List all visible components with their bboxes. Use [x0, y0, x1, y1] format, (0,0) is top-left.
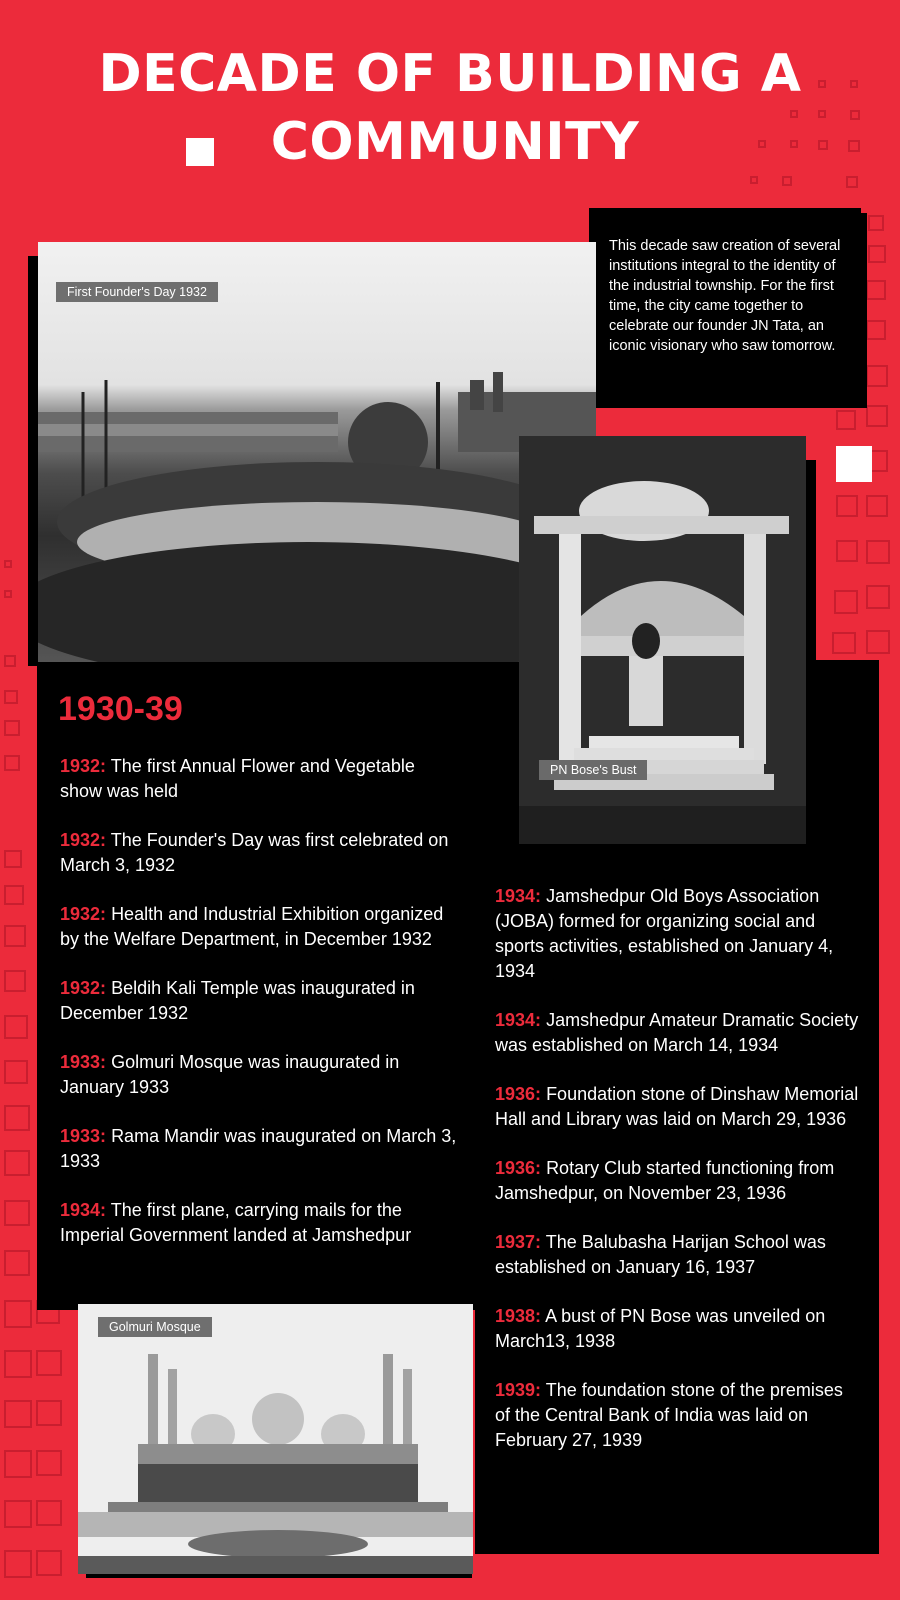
caption-pn-bose-bust: PN Bose's Bust — [539, 760, 647, 780]
photo-golmuri-mosque — [78, 1304, 473, 1574]
entry-year: 1933: — [60, 1052, 107, 1072]
entry-year: 1933: — [60, 1126, 107, 1146]
entry-text: A bust of PN Bose was unveiled on March13, 1938 — [495, 1306, 826, 1351]
timeline-entry — [60, 828, 460, 878]
entry-text: The Balubasha Harijan School was established on January 16, 1937 — [495, 1232, 826, 1277]
photo-pn-bose-bust — [519, 436, 806, 844]
entry-text: Rotary Club started functioning from Jamshedpur, on November 23, 1936 — [495, 1158, 835, 1203]
decorative-white-square — [186, 138, 214, 166]
timeline-entry — [495, 1082, 860, 1132]
entry-year: 1939: — [495, 1380, 542, 1400]
entry-year: 1936: — [495, 1084, 542, 1104]
caption-golmuri-mosque: Golmuri Mosque — [98, 1317, 212, 1337]
intro-text: This decade saw creation of several institutions integral to the identity of the industrial township. For the first time, the city came together to celebrate our founder JN Tata, an iconic visionary who saw tomorrow. — [609, 238, 841, 354]
entry-year: 1932: — [60, 978, 107, 998]
timeline-entry — [495, 1156, 860, 1206]
timeline-entry — [60, 1050, 460, 1100]
photo-golmuri-image — [78, 1304, 473, 1574]
timeline-entry — [495, 1008, 860, 1058]
timeline-entry — [60, 902, 460, 952]
timeline-entry — [495, 1304, 860, 1354]
entry-year: 1937: — [495, 1232, 542, 1252]
entry-text: The first Annual Flower and Vegetable show was held — [60, 756, 415, 801]
entry-year: 1934: — [60, 1200, 107, 1220]
timeline-entry — [495, 1230, 860, 1280]
page-title — [0, 40, 900, 176]
caption-founders-day: First Founder's Day 1932 — [56, 282, 218, 302]
entry-text: Jamshedpur Amateur Dramatic Society was established on March 14, 1934 — [495, 1010, 859, 1055]
entry-text: Beldih Kali Temple was inaugurated in December 1932 — [60, 978, 415, 1023]
entry-year: 1934: — [495, 1010, 542, 1030]
entry-text: Foundation stone of Dinshaw Memorial Hall and Library was laid on March 29, 1936 — [495, 1084, 859, 1129]
timeline-entry — [60, 1198, 460, 1248]
entry-year: 1936: — [495, 1158, 542, 1178]
timeline-entry — [60, 976, 460, 1026]
entry-year: 1934: — [495, 886, 542, 906]
entry-year: 1932: — [60, 830, 107, 850]
entry-text: The first plane, carrying mails for the Imperial Government landed at Jamshedpur — [60, 1200, 412, 1245]
photo-founders-day-image — [38, 242, 596, 662]
entry-text: The foundation stone of the premises of the Central Bank of India was laid on February 27, 1939 — [495, 1380, 843, 1450]
decade-heading: 1930-39 — [58, 690, 183, 728]
intro-box — [589, 208, 861, 408]
timeline-entry — [495, 1378, 860, 1453]
timeline-entry — [495, 884, 860, 984]
timeline-right — [495, 884, 860, 1477]
entry-year: 1938: — [495, 1306, 542, 1326]
timeline-left — [60, 754, 460, 1272]
entry-text: Golmuri Mosque was inaugurated in January 1933 — [60, 1052, 400, 1097]
timeline-entry — [60, 1124, 460, 1174]
title-line-1: DECADE OF BUILDING A — [98, 44, 802, 104]
title-line-2: COMMUNITY — [270, 112, 640, 172]
entry-text: Health and Industrial Exhibition organized by the Welfare Department, in December 1932 — [60, 904, 444, 949]
entry-year: 1932: — [60, 756, 107, 776]
timeline-entry — [60, 754, 460, 804]
decorative-white-square-right — [836, 446, 872, 482]
entry-text: The Founder's Day was first celebrated on March 3, 1932 — [60, 830, 449, 875]
entry-text: Rama Mandir was inaugurated on March 3, 1933 — [60, 1126, 457, 1171]
photo-founders-day — [38, 242, 596, 662]
entry-text: Jamshedpur Old Boys Association (JOBA) formed for organizing social and sports activities, established on January 4, 1934 — [495, 886, 834, 981]
entry-year: 1932: — [60, 904, 107, 924]
photo-pn-bose-image — [519, 436, 806, 844]
